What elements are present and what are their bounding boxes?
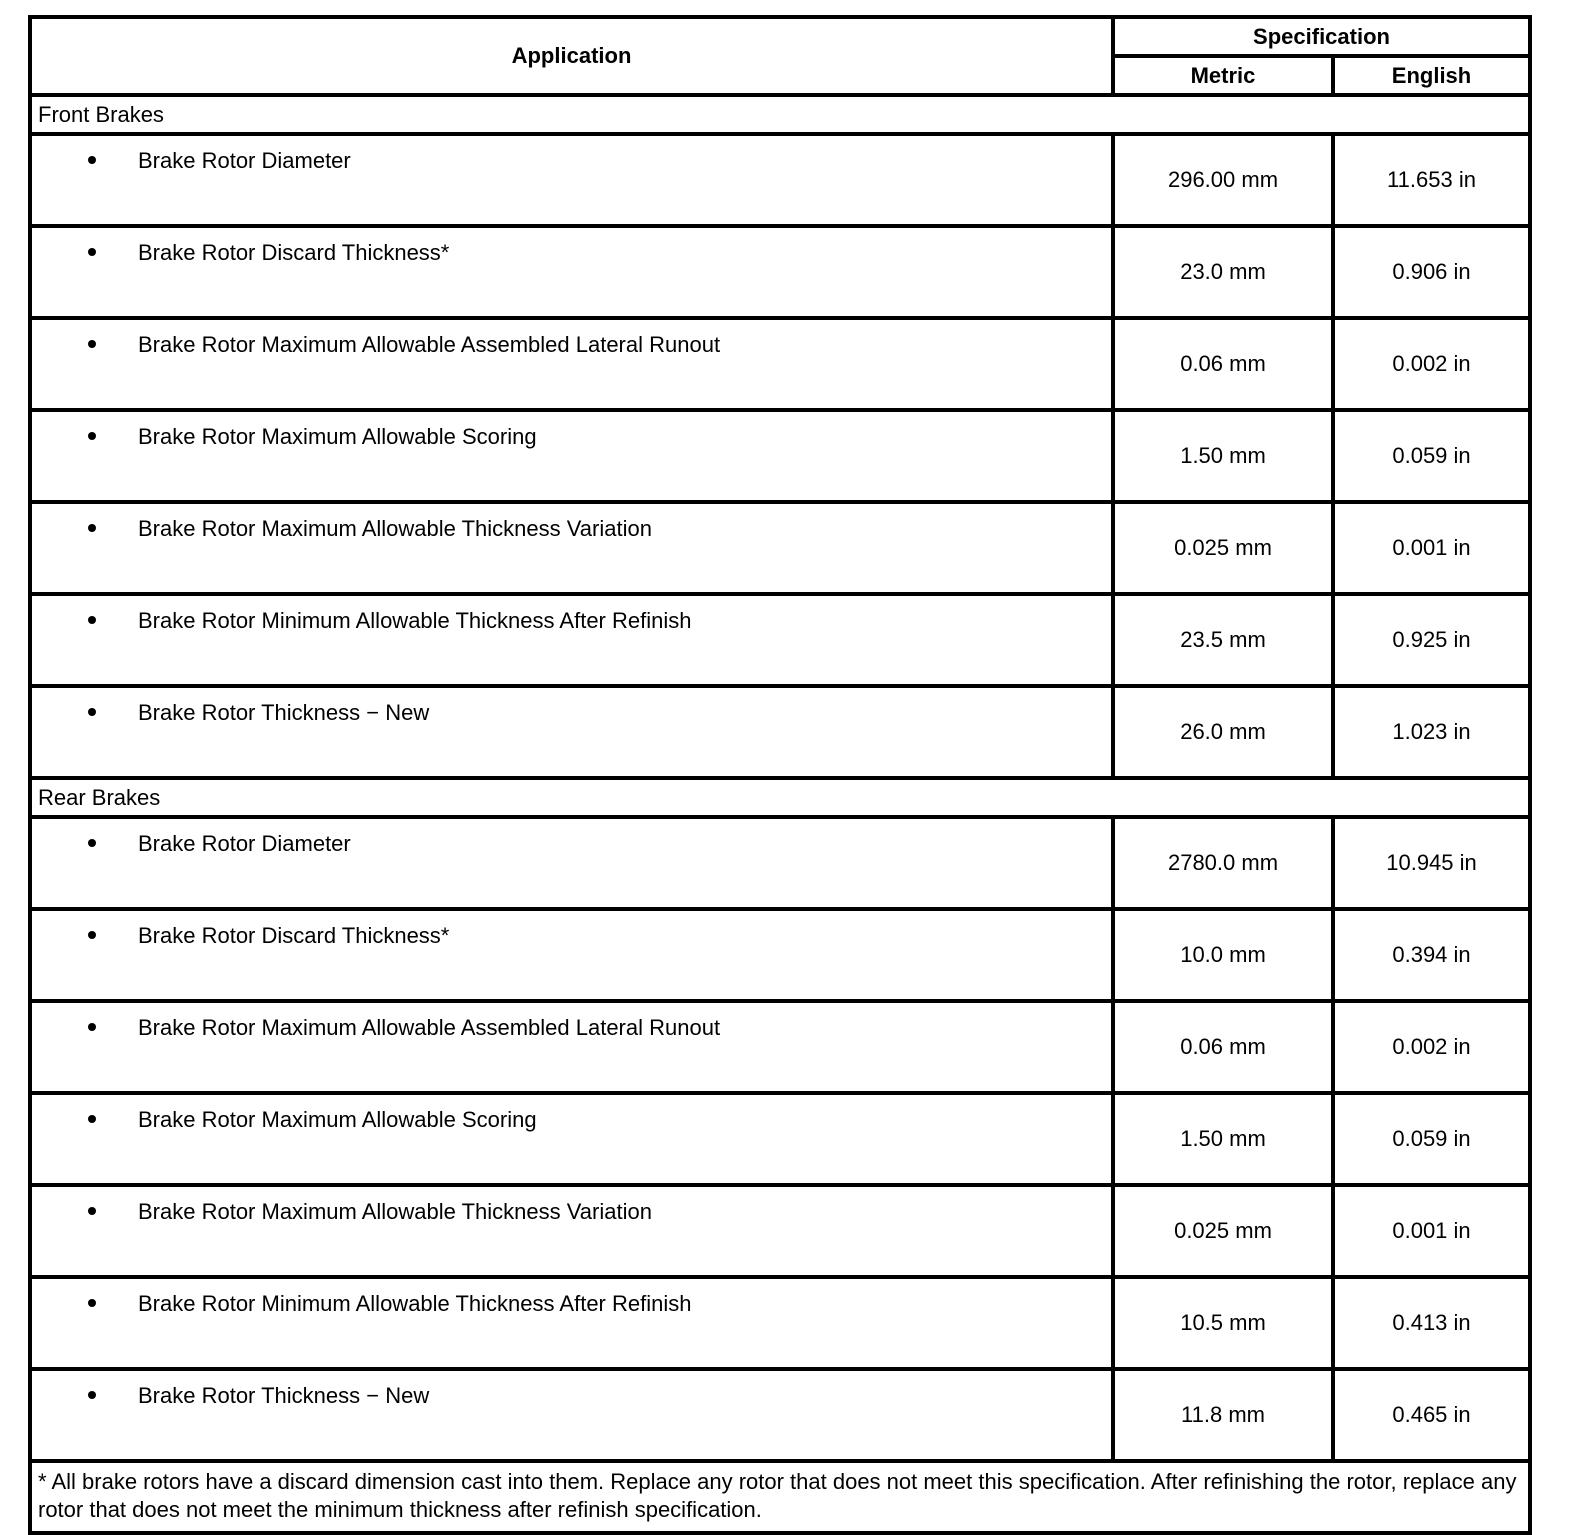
english-value: 0.394 in	[1333, 909, 1530, 1001]
english-value: 0.001 in	[1333, 502, 1530, 594]
application-label: Brake Rotor Minimum Allowable Thickness After Refinish	[138, 608, 692, 633]
application-cell	[30, 410, 1113, 502]
table-row	[30, 909, 1530, 1001]
application-cell	[30, 817, 1113, 909]
english-value: 1.023 in	[1333, 686, 1530, 778]
application-label: Brake Rotor Maximum Allowable Scoring	[138, 1107, 537, 1132]
metric-value: 0.06 mm	[1113, 318, 1333, 410]
application-label: Brake Rotor Maximum Allowable Thickness Variation	[138, 1199, 652, 1224]
metric-value: 0.025 mm	[1113, 1185, 1333, 1277]
metric-value: 0.025 mm	[1113, 502, 1333, 594]
application-cell	[30, 1277, 1113, 1369]
english-value: 0.059 in	[1333, 1093, 1530, 1185]
application-cell	[30, 1185, 1113, 1277]
application-label: Brake Rotor Thickness − New	[138, 1383, 430, 1408]
application-cell	[30, 1001, 1113, 1093]
table-row	[30, 318, 1530, 410]
table-row	[30, 1369, 1530, 1461]
application-cell	[30, 1369, 1113, 1461]
metric-header: Metric	[1113, 56, 1333, 95]
english-value: 11.653 in	[1333, 134, 1530, 226]
application-label: Brake Rotor Discard Thickness*	[138, 240, 450, 265]
bullet-icon	[88, 931, 96, 939]
application-label: Brake Rotor Maximum Allowable Assembled Lateral Runout	[138, 332, 721, 357]
table-row	[30, 1093, 1530, 1185]
english-value: 0.925 in	[1333, 594, 1530, 686]
section-header-row	[30, 778, 1530, 817]
footnote: * All brake rotors have a discard dimension cast into them. Replace any rotor that does not meet this specification. After refinishing the rotor, replace any rotor that does not meet the minimum thickness after refinish specification.	[30, 1461, 1530, 1533]
english-value: 0.465 in	[1333, 1369, 1530, 1461]
section-title: Rear Brakes	[30, 778, 1530, 817]
application-label: Brake Rotor Maximum Allowable Scoring	[138, 424, 537, 449]
bullet-icon	[88, 1391, 96, 1399]
bullet-icon	[88, 839, 96, 847]
metric-value: 26.0 mm	[1113, 686, 1333, 778]
english-header: English	[1333, 56, 1530, 95]
table-row	[30, 226, 1530, 318]
bullet-icon	[88, 340, 96, 348]
bullet-icon	[88, 248, 96, 256]
metric-value: 10.5 mm	[1113, 1277, 1333, 1369]
table-row	[30, 1001, 1530, 1093]
table-row	[30, 1185, 1530, 1277]
english-value: 0.002 in	[1333, 318, 1530, 410]
english-value: 0.413 in	[1333, 1277, 1530, 1369]
bullet-icon	[88, 616, 96, 624]
section-header-row	[30, 95, 1530, 134]
table-row	[30, 594, 1530, 686]
application-cell	[30, 318, 1113, 410]
application-label: Brake Rotor Minimum Allowable Thickness After Refinish	[138, 1291, 692, 1316]
english-value: 0.001 in	[1333, 1185, 1530, 1277]
bullet-icon	[88, 1115, 96, 1123]
application-label: Brake Rotor Diameter	[138, 831, 351, 856]
specification-header: Specification	[1113, 17, 1530, 56]
bullet-icon	[88, 524, 96, 532]
bullet-icon	[88, 708, 96, 716]
metric-value: 1.50 mm	[1113, 1093, 1333, 1185]
metric-value: 296.00 mm	[1113, 134, 1333, 226]
metric-value: 2780.0 mm	[1113, 817, 1333, 909]
metric-value: 23.5 mm	[1113, 594, 1333, 686]
table-row	[30, 686, 1530, 778]
bullet-icon	[88, 432, 96, 440]
application-label: Brake Rotor Maximum Allowable Assembled Lateral Runout	[138, 1015, 721, 1040]
application-cell	[30, 686, 1113, 778]
table-row	[30, 134, 1530, 226]
application-cell	[30, 134, 1113, 226]
table-row	[30, 410, 1530, 502]
table-row	[30, 1277, 1530, 1369]
application-cell	[30, 502, 1113, 594]
metric-value: 23.0 mm	[1113, 226, 1333, 318]
english-value: 0.059 in	[1333, 410, 1530, 502]
metric-value: 10.0 mm	[1113, 909, 1333, 1001]
table-body	[30, 95, 1530, 1461]
metric-value: 1.50 mm	[1113, 410, 1333, 502]
section-title: Front Brakes	[30, 95, 1530, 134]
application-label: Brake Rotor Maximum Allowable Thickness Variation	[138, 516, 652, 541]
bullet-icon	[88, 156, 96, 164]
application-label: Brake Rotor Thickness − New	[138, 700, 430, 725]
english-value: 0.906 in	[1333, 226, 1530, 318]
application-label: Brake Rotor Discard Thickness*	[138, 923, 450, 948]
bullet-icon	[88, 1299, 96, 1307]
english-value: 10.945 in	[1333, 817, 1530, 909]
application-cell	[30, 909, 1113, 1001]
application-cell	[30, 1093, 1113, 1185]
metric-value: 11.8 mm	[1113, 1369, 1333, 1461]
application-cell	[30, 226, 1113, 318]
application-label: Brake Rotor Diameter	[138, 148, 351, 173]
application-cell	[30, 594, 1113, 686]
brake-rotor-spec-table	[28, 15, 1532, 1535]
metric-value: 0.06 mm	[1113, 1001, 1333, 1093]
bullet-icon	[88, 1023, 96, 1031]
bullet-icon	[88, 1207, 96, 1215]
table-row	[30, 502, 1530, 594]
table-row	[30, 817, 1530, 909]
application-header: Application	[30, 17, 1113, 95]
english-value: 0.002 in	[1333, 1001, 1530, 1093]
